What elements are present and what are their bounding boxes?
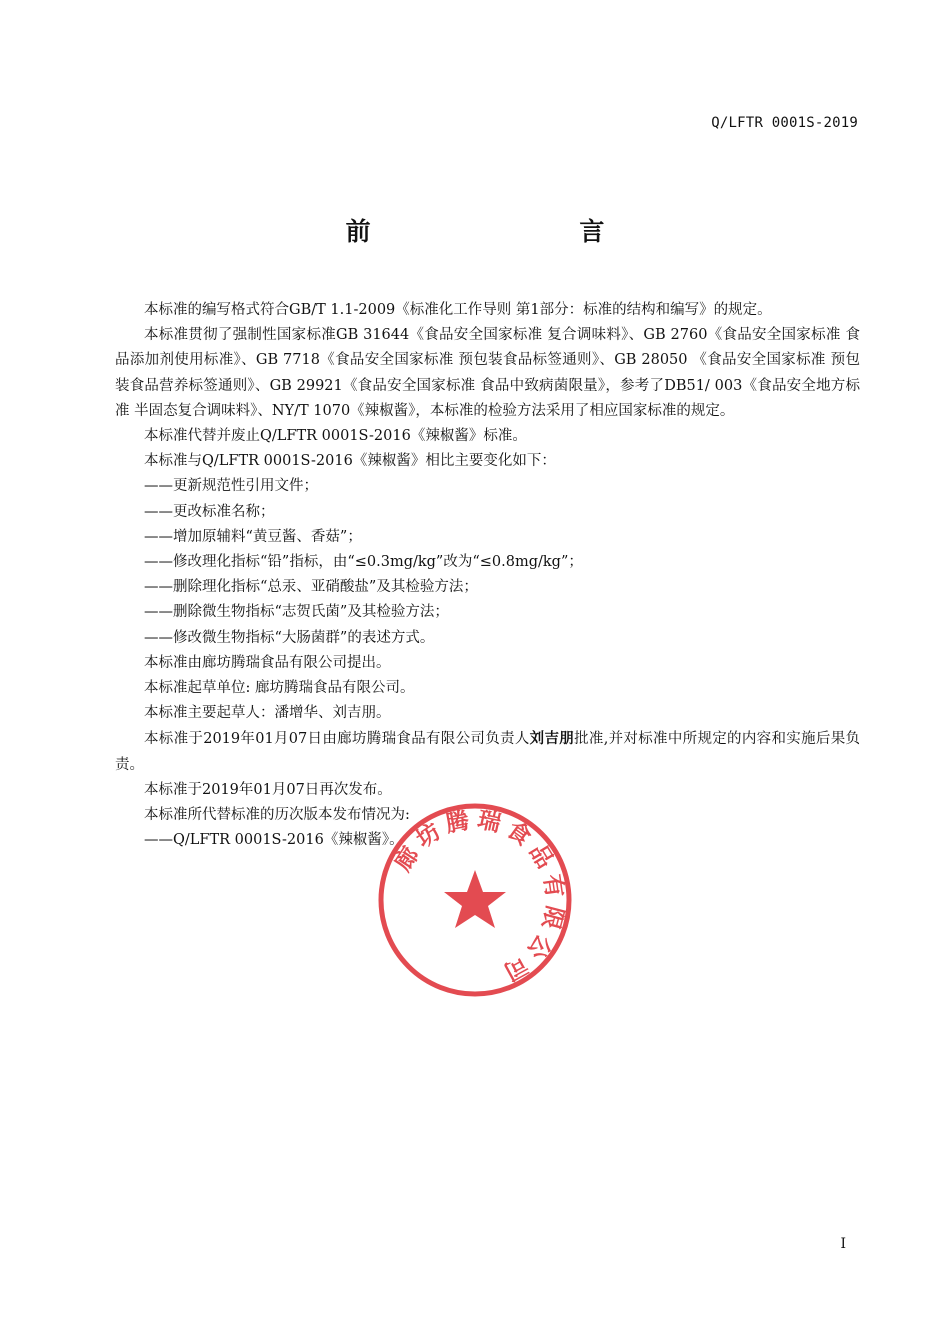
change-item: ——更新规范性引用文件；	[144, 478, 318, 495]
paragraph-approval	[115, 726, 860, 777]
seal-star-icon	[444, 870, 506, 928]
paragraph-drafting-unit: 本标准起草单位: 廊坊腾瑞食品有限公司。	[144, 680, 415, 697]
page-number: I	[840, 1236, 846, 1252]
paragraph-format: 本标准的编写格式符合GB/T 1.1-2009《标准化工作导则 第1部分：标准的结构和编写》的规定。	[144, 302, 772, 318]
paragraph-release: 本标准于2019年01月07日再次发布。	[144, 781, 392, 798]
change-item: ——删除理化指标“总汞、亚硝酸盐”及其检验方法；	[144, 579, 478, 596]
approval-text-before: 本标准于2019年01月07日由廊坊腾瑞食品有限公司负责人	[144, 731, 530, 748]
standard-code: Q/LFTR 0001S-2019	[711, 115, 858, 131]
change-item: ——更改标准名称；	[144, 503, 275, 520]
change-item: ——增加原辅料“黄豆酱、香菇”；	[144, 528, 362, 545]
change-item: ——修改理化指标“铅”指标，由“≤0.3mg/kg”改为“≤0.8mg/kg”；	[144, 554, 583, 571]
paragraph-replaces: 本标准代替并废止Q/LFTR 0001S-2016《辣椒酱》标准。	[144, 428, 527, 445]
paragraph-drafters: 本标准主要起草人：潘增华、刘吉朋。	[144, 705, 391, 722]
paragraph-references: 本标准贯彻了强制性国家标准GB 31644《食品安全国家标准 复合调味料》、GB 2760《食品安全国家标准 食品添加剂使用标准》、GB 7718《食品安全国家标准 预包装食品标签通则》、GB 28050 《食品安全国家标准 预包装食品营养标签通则》、GB 29921《食品安全国家标准 食品中致病菌限量》，参考了DB51/ 003《食品安全地方标准 半固态复合调味料》、NY/T 1070《辣椒酱》，本标准的检验方法采用了相应国家标准的规定。	[115, 327, 860, 419]
approval-text-after: 批准,并对标准中所规定的内容和实施后果负责。	[115, 731, 861, 773]
approval-signer: 刘吉朋	[529, 730, 575, 748]
document-body	[115, 298, 860, 853]
company-seal	[375, 800, 575, 1000]
change-item: ——删除微生物指标“志贺氏菌”及其检验方法；	[144, 604, 449, 621]
paragraph-history-intro: 本标准所代替标准的历次版本发布情况为:	[144, 807, 410, 824]
seal-text-path: 廊坊腾瑞食品有限公司	[390, 806, 569, 988]
paragraph-changes-intro: 本标准与Q/LFTR 0001S-2016《辣椒酱》相比主要变化如下：	[144, 453, 556, 470]
history-item: ——Q/LFTR 0001S-2016《辣椒酱》。	[144, 832, 404, 849]
paragraph-proposer: 本标准由廊坊腾瑞食品有限公司提出。	[144, 654, 391, 671]
change-item: ——修改微生物指标“大肠菌群”的表述方式。	[144, 629, 435, 646]
page-title: 前 言	[345, 217, 705, 246]
